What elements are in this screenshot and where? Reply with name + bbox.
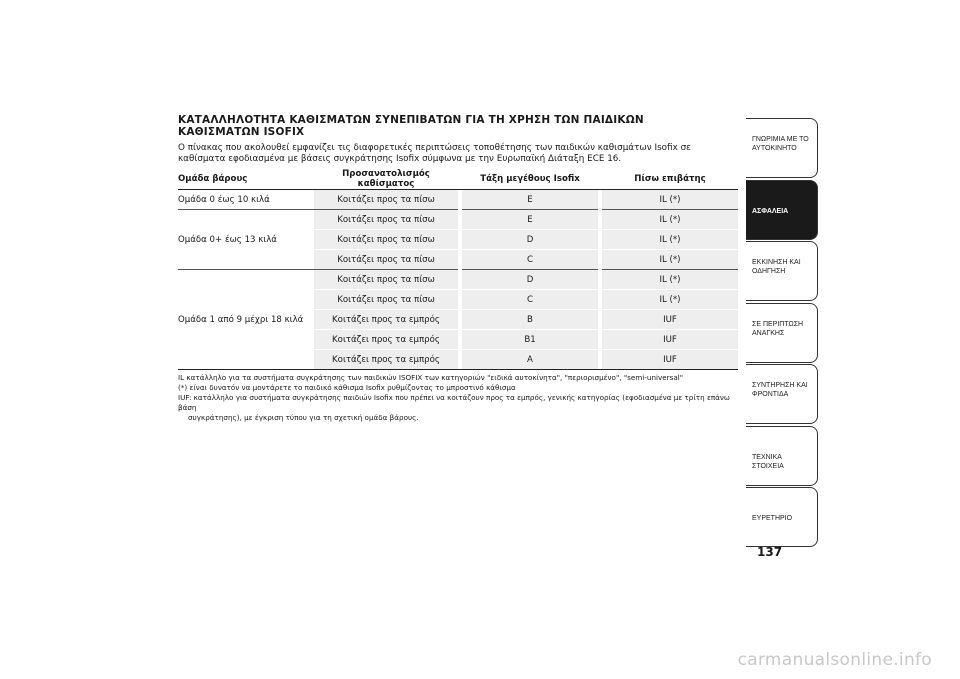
weight-group-label: Ομάδα 1 από 9 μέχρι 18 κιλά	[178, 270, 314, 370]
tab-label: ΕΥΡΕΤΗΡΙΟ	[752, 515, 793, 522]
watermark: carmanualsonline.info	[737, 650, 932, 670]
tab-label: ΑΣΦΑΛΕΙΑ	[752, 207, 789, 215]
tab-label: ΟΔΗΓΗΣΗ	[752, 268, 786, 275]
orientation-cell: Κοιτάζει προς τα εμπρός	[314, 310, 458, 330]
tab-safety[interactable]	[746, 180, 818, 240]
orientation-cell: Κοιτάζει προς τα εμπρός	[314, 350, 458, 370]
table-row	[178, 270, 738, 290]
chapter-tabs	[746, 118, 818, 549]
note-asterisk: (*) είναι δυνατόν να μοντάρετε το παιδικό κάθισμα Isofix ρυθμίζοντας το μπροστινό κάθισμα	[178, 383, 516, 392]
orientation-cell: Κοιτάζει προς τα εμπρός	[314, 330, 458, 350]
orientation-cell: Κοιτάζει προς τα πίσω	[314, 230, 458, 250]
header-rear-passenger: Πίσω επιβάτης	[602, 169, 738, 190]
rear-passenger-cell: IL (*)	[602, 290, 738, 310]
tab-starting-driving[interactable]	[746, 241, 818, 301]
table-row	[178, 190, 738, 210]
tab-label: ΕΚΚΙΝΗΣΗ ΚΑΙ	[752, 259, 801, 266]
rear-passenger-cell: IL (*)	[602, 250, 738, 270]
size-class-cell: C	[462, 250, 598, 270]
rear-passenger-cell: IUF	[602, 350, 738, 370]
tab-label: ΑΝΑΓΚΗΣ	[752, 329, 785, 337]
rear-passenger-cell: IUF	[602, 330, 738, 350]
table-header-row	[178, 169, 738, 190]
section-title	[178, 114, 738, 138]
orientation-cell: Κοιτάζει προς τα πίσω	[314, 190, 458, 210]
size-class-cell: B	[462, 310, 598, 330]
rear-passenger-cell: IL (*)	[602, 190, 738, 210]
orientation-cell: Κοιτάζει προς τα πίσω	[314, 290, 458, 310]
tab-getting-to-know[interactable]	[746, 118, 818, 178]
main-content	[178, 114, 738, 423]
size-class-cell: A	[462, 350, 598, 370]
header-orientation: Προσανατολισμός καθίσματος	[314, 169, 458, 190]
rear-passenger-cell: IL (*)	[602, 230, 738, 250]
size-class-cell: E	[462, 190, 598, 210]
tab-label: ΓΝΩΡΙΜΙΑ ΜΕ ΤΟ	[752, 136, 809, 143]
isofix-table	[178, 169, 738, 370]
section-title-line1: ΚΑΤΑΛΛΗΛΟΤΗΤΑ ΚΑΘΙΣΜΑΤΩΝ ΣΥΝΕΠΙΒΑΤΩΝ ΓΙΑ ΤΗ ΧΡΗΣΗ ΤΩΝ ΠΑΙΔΙΚΩΝ	[178, 114, 644, 126]
tab-label: ΣΕ ΠΕΡΙΠΤΩΣΗ	[752, 320, 804, 328]
table-notes	[178, 373, 738, 423]
table-row	[178, 210, 738, 230]
tab-label: ΣΥΝΤΗΡΗΣΗ ΚΑΙ	[752, 382, 808, 389]
rear-passenger-cell: IL (*)	[602, 270, 738, 290]
tab-technical-data[interactable]	[746, 426, 818, 486]
note-il: IL κατάλληλο για τα συστήματα συγκράτησης των παιδικών ISOFIX των κατηγοριών "ειδικά αυτοκίνητα", "περιορισμένο", "semi-universal"	[178, 373, 684, 382]
tab-emergency[interactable]	[746, 303, 818, 363]
tab-index[interactable]	[746, 487, 818, 547]
size-class-cell: E	[462, 210, 598, 230]
orientation-cell: Κοιτάζει προς τα πίσω	[314, 210, 458, 230]
header-weight-group: Ομάδα βάρους	[178, 169, 314, 190]
size-class-cell: D	[462, 230, 598, 250]
note-iuf-continued: συγκράτησης), με έγκριση τύπου για τη σχετική ομάδα βάρους.	[188, 413, 419, 422]
rear-passenger-cell: IUF	[602, 310, 738, 330]
tab-label: ΦΡΟΝΤΙΔΑ	[752, 391, 789, 398]
size-class-cell: B1	[462, 330, 598, 350]
page-number: 137	[757, 545, 783, 559]
orientation-cell: Κοιτάζει προς τα πίσω	[314, 270, 458, 290]
note-iuf: IUF: κατάλληλο για συστήματα συγκράτησης παιδιών Isofix που πρέπει να κοιτάζουν προς τα εμπρός, γενικής κατηγορίας (εφοδιασμένα με τρίτη επάνω βάση	[178, 393, 730, 412]
tab-label: ΑΥΤΟΚΙΝΗΤΟ	[752, 145, 797, 152]
orientation-cell: Κοιτάζει προς τα πίσω	[314, 250, 458, 270]
header-size-class: Τάξη μεγέθους Isofix	[462, 169, 598, 190]
size-class-cell: D	[462, 270, 598, 290]
intro-paragraph: Ο πίνακας που ακολουθεί εμφανίζει τις διαφορετικές περιπτώσεις τοποθέτησης των παιδικών καθισμάτων Isofix σε καθίσματα εφοδιασμένα με βάσεις συγκράτησης Isofix σύμφωνα με την Ευρωπαϊκή Διάταξη ECE 16.	[178, 143, 691, 164]
tab-maintenance[interactable]	[746, 364, 818, 424]
section-title-line2: ΚΑΘΙΣΜΑΤΩΝ ISOFIX	[178, 126, 305, 138]
tab-label: ΤΕΧΝΙΚΑ ΣΤΟΙΧΕΙΑ	[752, 453, 784, 470]
weight-group-label: Ομάδα 0+ έως 13 κιλά	[178, 210, 314, 270]
weight-group-label: Ομάδα 0 έως 10 κιλά	[178, 190, 314, 210]
size-class-cell: C	[462, 290, 598, 310]
rear-passenger-cell: IL (*)	[602, 210, 738, 230]
